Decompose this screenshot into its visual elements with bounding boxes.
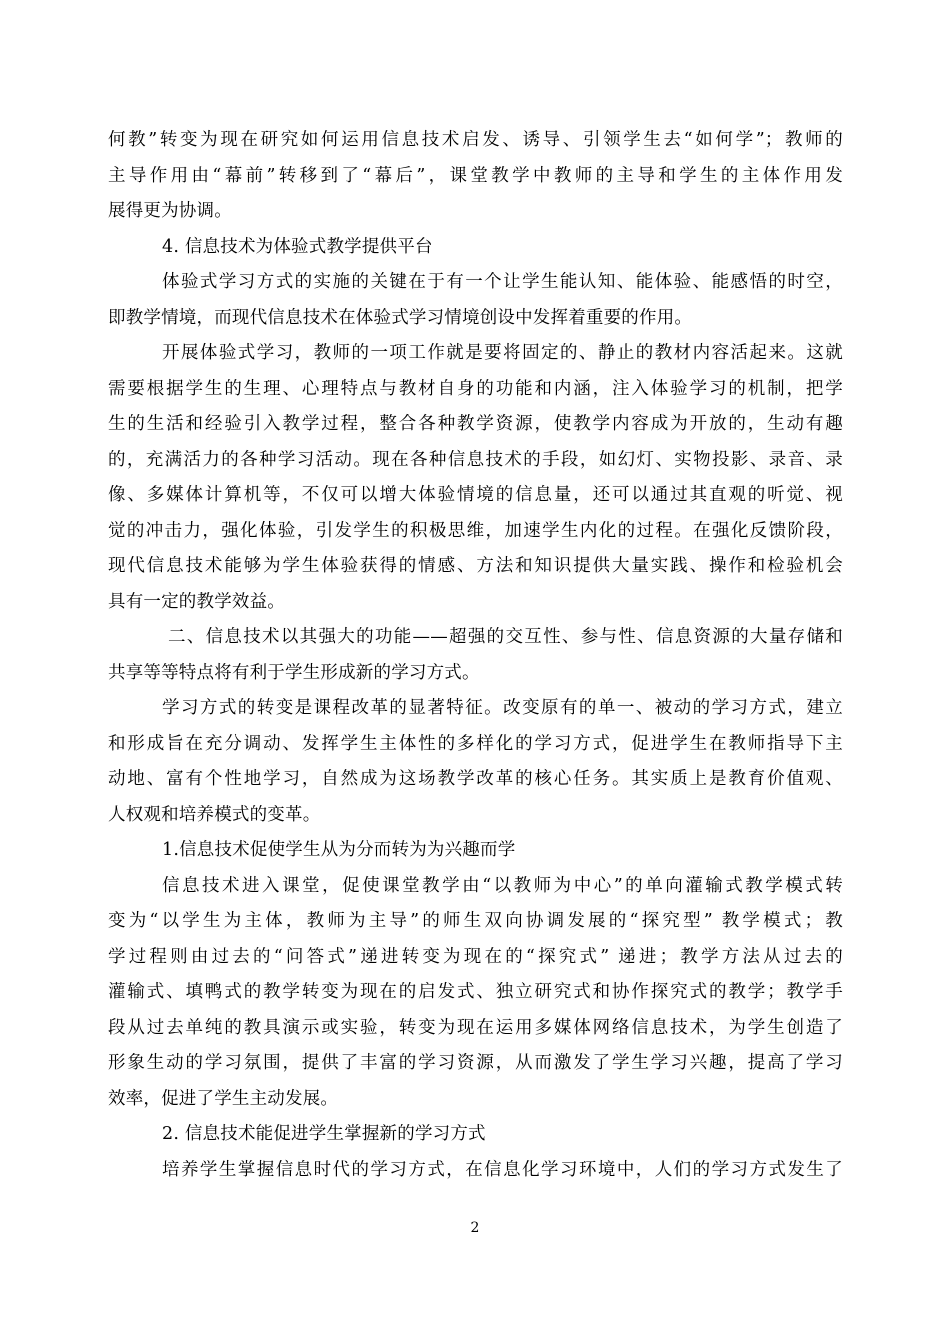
paragraph-line: 展得更为协调。 — [108, 201, 232, 221]
paragraph-line: 学习方式的转变是课程改革的显著特征。改变原有的单一、被动的学习方式，建立 — [162, 698, 843, 718]
paragraph-line: 具有一定的教学效益。 — [108, 591, 285, 612]
section-heading-2-continued: 共享等等特点将有利于学生形成新的学习方式。 — [108, 662, 480, 683]
paragraph-line: 需要根据学生的生理、心理特点与教材自身的功能和内涵，注入体验学习的机制，把学 — [108, 378, 843, 399]
paragraph-line: 的，充满活力的各种学习活动。现在各种信息技术的手段，如幻灯、实物投影、录音、录 — [108, 449, 843, 470]
paragraph-line: 何教”转变为现在研究如何运用信息技术启发、诱导、引领学生去“如何学”；教师的 — [108, 130, 843, 150]
paragraph-line: 和形成旨在充分调动、发挥学生主体性的多样化的学习方式，促进学生在教师指导下主 — [108, 733, 843, 754]
paragraph-line: 人权观和培养模式的变革。 — [108, 804, 321, 825]
paragraph-line: 现代信息技术能够为学生体验获得的情感、方法和知识提供大量实践、操作和检验机会 — [108, 556, 843, 576]
paragraph-line: 像、多媒体计算机等，不仅可以增大体验情境的信息量，还可以通过其直观的听觉、视 — [108, 485, 843, 505]
section-heading-2-sub: 2. 信息技术能促进学生掌握新的学习方式 — [162, 1124, 486, 1144]
paragraph-line: 段从过去单纯的教具演示或实验，转变为现在运用多媒体网络信息技术，为学生创造了 — [108, 1017, 843, 1038]
paragraph-line: 信息技术进入课堂，促使课堂教学由“以教师为中心”的单向灌输式教学模式转 — [162, 875, 843, 896]
paragraph-line: 形象生动的学习氛围，提供了丰富的学习资源，从而激发了学生学习兴趣，提高了学习 — [108, 1053, 843, 1073]
section-heading-4: 4. 信息技术为体验式教学提供平台 — [162, 236, 433, 257]
paragraph-line: 生的生活和经验引入教学过程，整合各种教学资源，使教学内容成为开放的，生动有趣 — [108, 414, 843, 434]
paragraph-line: 动地、富有个性地学习，自然成为这场教学改革的核心任务。其实质上是教育价值观、 — [108, 769, 843, 789]
document-body — [108, 123, 843, 1188]
paragraph-line: 主导作用由“幕前”转移到了“幕后”，课堂教学中教师的主导和学生的主体作用发 — [108, 165, 843, 186]
paragraph-line: 觉的冲击力，强化体验，引发学生的积极思维，加速学生内化的过程。在强化反馈阶段， — [108, 520, 843, 541]
paragraph-line: 开展体验式学习，教师的一项工作就是要将固定的、静止的教材内容活起来。这就 — [162, 343, 843, 363]
paragraph-line: 灌输式、填鸭式的教学转变为现在的启发式、独立研究式和协作探究式的教学；教学手 — [108, 982, 843, 1002]
paragraph-line: 变为“以学生为主体，教师为主导”的师生双向协调发展的“探究型” 教学模式；教 — [108, 911, 843, 931]
section-heading-1: 1.信息技术促使学生从为分而转为为兴趣而学 — [162, 840, 516, 860]
paragraph-line: 学过程则由过去的“问答式”递进转变为现在的“探究式” 递进；教学方法从过去的 — [108, 946, 843, 967]
section-heading-2: 二、信息技术以其强大的功能——超强的交互性、参与性、信息资源的大量存储和 — [168, 627, 843, 647]
paragraph-line: 效率，促进了学生主动发展。 — [108, 1088, 339, 1109]
page-number: 2 — [470, 1220, 480, 1236]
paragraph-line: 培养学生掌握信息时代的学习方式，在信息化学习环境中，人们的学习方式发生了 — [162, 1159, 843, 1180]
paragraph-line: 即教学情境，而现代信息技术在体验式学习情境创设中发挥着重要的作用。 — [108, 307, 693, 328]
paragraph-line: 体验式学习方式的实施的关键在于有一个让学生能认知、能体验、能感悟的时空， — [162, 272, 843, 292]
